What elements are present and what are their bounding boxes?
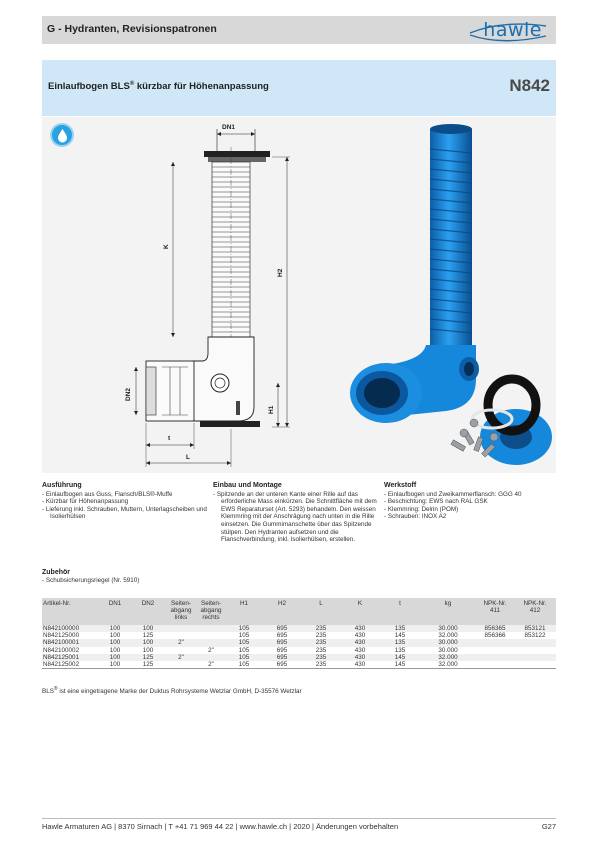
table-cell: 100 (100, 661, 130, 669)
label-dn1: DN1 (222, 124, 236, 131)
table-cell (476, 654, 514, 661)
logo-text: hawle (483, 19, 542, 41)
table-cell: 105 (238, 632, 250, 640)
table-cell: 856365 (476, 625, 514, 632)
table-cell: 430 (340, 625, 380, 632)
table-cell: N842100002 (43, 646, 80, 654)
heading-einbau: Einbau und Montage (213, 482, 282, 489)
info-columns (42, 482, 556, 582)
table-cell: 100 (100, 639, 130, 646)
table-cell: 430 (354, 632, 366, 640)
table-cell (514, 647, 556, 654)
table-cell: 125 (142, 632, 154, 640)
table-cell: 145 (394, 632, 406, 640)
table-cell: 853121 (514, 625, 556, 632)
table-cell: 235 (302, 661, 340, 669)
list-item: - Beschichtung: EWS nach RAL GSK (384, 498, 556, 506)
table-cell: 100 (109, 632, 121, 640)
article-table (42, 598, 556, 669)
technical-drawing (42, 117, 312, 473)
table-cell: 2" (166, 654, 196, 661)
list-item: - Einlaufbogen aus Guss, Flansch/BLS®-Muffe (42, 491, 207, 499)
table-cell: 695 (262, 625, 302, 632)
table-cell: N842100001 (42, 639, 100, 646)
table-cell: 145 (380, 661, 420, 669)
table-row (42, 647, 556, 654)
list-item: - Schrauben: INOX A2 (384, 513, 556, 521)
table-cell: 125 (130, 661, 166, 669)
label-t: t (168, 435, 171, 442)
footer-divider (42, 818, 556, 819)
table-cell: 695 (276, 632, 288, 640)
product-title: Einlaufbogen BLS® kürzbar für Höhenanpassung (48, 81, 269, 93)
table-cell: 235 (302, 625, 340, 632)
table-cell: 105 (226, 639, 262, 646)
trademark-note: BLS® ist eine eingetragene Marke der Duktus Rohrsysteme Wetzlar GmbH, D-35576 Wetzlar (42, 686, 302, 696)
table-cell (514, 654, 556, 661)
section-einbau (213, 482, 377, 544)
list-item: - Lieferung inkl. Schrauben, Muttern, Unterlagscheiben und Isolierhülsen (42, 506, 207, 521)
table-cell: 32.000 (438, 632, 458, 640)
table-cell: 2" (208, 646, 214, 654)
table-cell: N842100000 (42, 625, 100, 632)
table-cell (166, 647, 196, 654)
col-header: H2 (262, 598, 302, 625)
table-cell: 430 (340, 639, 380, 646)
table-cell: 100 (109, 646, 121, 654)
col-header: DN2 (130, 598, 166, 625)
table-cell (476, 647, 514, 654)
col-header: NPK-Nr. 412 (514, 598, 556, 625)
table-cell: 145 (380, 654, 420, 661)
table-cell: N842125002 (42, 661, 100, 669)
table-cell (166, 632, 196, 639)
table-cell (476, 639, 514, 646)
table-cell: 2" (196, 661, 226, 669)
table-cell: 235 (302, 639, 340, 646)
table-row (42, 639, 556, 646)
table-cell: N842125001 (42, 654, 100, 661)
col-header: K (340, 598, 380, 625)
table-cell: 32.000 (420, 661, 476, 669)
list-item: - Einlaufbogen und Zweikammerflansch: GGG 40 (384, 491, 556, 499)
section-header-bar (42, 16, 556, 44)
table-cell (476, 661, 514, 669)
table-cell: 2" (166, 639, 196, 646)
table-cell: 105 (226, 654, 262, 661)
table-row (42, 632, 556, 639)
table-cell: 235 (315, 632, 327, 640)
table-cell: 100 (130, 639, 166, 646)
table-cell (166, 625, 196, 632)
label-k: K (163, 244, 170, 249)
table-cell (196, 625, 226, 632)
table-cell: 235 (315, 646, 327, 654)
heading-werkstoff: Werkstoff (384, 482, 417, 489)
table-cell: 695 (262, 654, 302, 661)
col-header: DN1 (100, 598, 130, 625)
section-title: G - Hydranten, Revisionspatronen (47, 23, 217, 35)
heading-zubehoer: Zubehör (42, 569, 70, 576)
table-cell: 105 (226, 625, 262, 632)
section-werkstoff (384, 482, 556, 521)
hawle-logo (462, 16, 552, 44)
table-row (42, 661, 556, 669)
col-header: kg (420, 598, 476, 625)
section-ausfuehrung (42, 482, 207, 521)
table-cell: 695 (262, 661, 302, 669)
heading-ausfuehrung: Ausführung (42, 482, 82, 489)
table-cell: 856366 (484, 632, 506, 640)
table-cell: 30.000 (420, 625, 476, 632)
footer-text: Hawle Armaturen AG | 8370 Sirnach | T +41 71 969 44 22 | www.hawle.ch | 2020 | Änderungen vorbehalten (42, 822, 399, 831)
label-h1: H1 (268, 405, 275, 414)
product-photo (326, 117, 556, 473)
table-cell: 30.000 (420, 639, 476, 646)
table-cell: 430 (340, 654, 380, 661)
table-cell (196, 639, 226, 646)
table-cell (166, 661, 196, 669)
table-cell: 100 (100, 625, 130, 632)
label-h2: H2 (277, 268, 284, 277)
label-l: L (186, 454, 190, 461)
table-header-row (42, 598, 556, 625)
col-header: Seiten- abgang rechts (196, 598, 226, 625)
label-dn2: DN2 (125, 387, 132, 401)
col-header: t (380, 598, 420, 625)
product-illustration-area (42, 117, 556, 473)
col-header: Artikel-Nr. (42, 598, 100, 625)
col-header: Seiten- abgang links (166, 598, 196, 625)
product-title-band (42, 60, 556, 116)
table-cell: 695 (262, 639, 302, 646)
product-code: N842 (509, 76, 550, 95)
table-cell: 695 (276, 646, 288, 654)
list-item: - Kürzbar für Höhenanpassung (42, 498, 207, 506)
table-row (42, 625, 556, 632)
table-cell: 235 (302, 654, 340, 661)
table-cell: 135 (380, 625, 420, 632)
table-cell: 430 (354, 646, 366, 654)
col-header: L (302, 598, 340, 625)
list-item: - Schubsicherungsriegel (Nr. 5910) (42, 577, 139, 585)
table-cell: 125 (130, 654, 166, 661)
col-header: NPK-Nr. 411 (476, 598, 514, 625)
table-cell (196, 654, 226, 661)
table-cell (514, 639, 556, 646)
table-cell: 105 (238, 646, 250, 654)
table-cell (196, 632, 226, 639)
table-cell: 135 (394, 646, 406, 654)
table-cell: 100 (130, 625, 166, 632)
table-cell: 105 (226, 661, 262, 669)
table-cell: 100 (142, 646, 154, 654)
list-item: - Spitzende an der unteren Kante einer Rille auf das erforderliche Mass einkürzen. Die Schnittfläche mit dem EWS Reparaturset (Art. 5293) behandeln. Den weissen Klemmring mit der Anschrägung nach unten in die Rille einsetzen. Die Gummimanschette über das Spitzende stülpen. Den Hydranten aufsetzen und die Flanschverbindung, inkl. Isolierhülsen, erstellen. (213, 491, 377, 544)
table-cell: 853122 (524, 632, 546, 640)
table-cell: 430 (340, 661, 380, 669)
table-cell: 100 (100, 654, 130, 661)
table-cell (514, 661, 556, 669)
col-header: H1 (226, 598, 262, 625)
section-zubehoer (42, 569, 139, 584)
page-number: G27 (541, 822, 556, 831)
table-cell: 32.000 (420, 654, 476, 661)
table-row (42, 654, 556, 661)
table-cell: N842125000 (43, 632, 80, 640)
list-item: - Klemmring: Delrin (POM) (384, 506, 556, 514)
table-cell: 30.000 (438, 646, 458, 654)
table-cell: 135 (380, 639, 420, 646)
